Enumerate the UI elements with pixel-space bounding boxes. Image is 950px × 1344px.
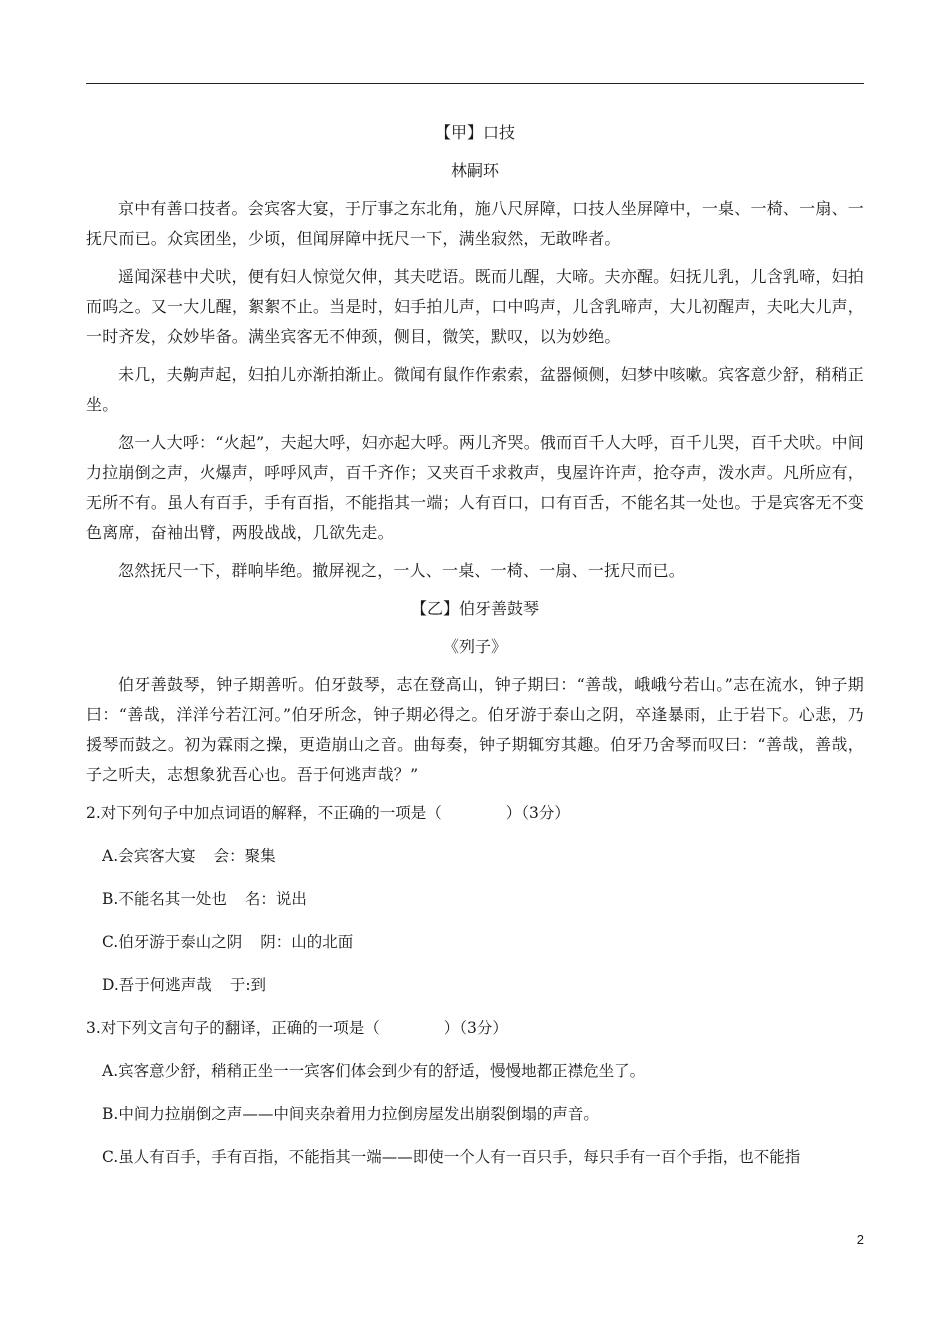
passage-b-source: 《列子》 bbox=[442, 637, 507, 656]
question-3-stem bbox=[86, 1013, 864, 1043]
option-sentence: B.不能名其一处也 bbox=[102, 890, 227, 908]
passage-a-paragraph: 京中有善口技者。会宾客大宴，于厅事之东北角，施八尺屏障，口技人坐屏障中，一桌、一椅、一扇、一抚尺而已。众宾团坐，少顷，但闻屏障中抚尺一下，满坐寂然，无敢哗者。 bbox=[86, 199, 864, 248]
question-2-option-c bbox=[102, 927, 864, 957]
question-3-option-b: B.中间力拉崩倒之声——中间夹杂着用力拉倒房屋发出崩裂倒塌的声音。 bbox=[102, 1105, 599, 1123]
question-2-option-a bbox=[102, 841, 864, 871]
page-number: 2 bbox=[856, 1232, 864, 1247]
passage-a-paragraph: 遥闻深巷中犬吠，便有妇人惊觉欠伸，其夫呓语。既而儿醒，大啼。夫亦醒。妇抚儿乳，儿含乳啼，妇拍而呜之。又一大儿醒，絮絮不止。当是时，妇手拍儿声，口中呜声，儿含乳啼声，大儿初醒声，夫叱大儿声，一时齐发，众妙毕备。满坐宾客无不伸颈，侧目，微笑，默叹，以为妙绝。 bbox=[86, 267, 864, 346]
option-sentence: C.伯牙游于泰山之阴 bbox=[102, 933, 243, 951]
question-2-stem-after: ）（3分） bbox=[505, 804, 570, 822]
option-gloss: 会：聚集 bbox=[213, 847, 276, 865]
question-2-stem bbox=[86, 798, 864, 828]
passage-b-paragraph: 伯牙善鼓琴，钟子期善听。伯牙鼓琴，志在登高山，钟子期曰：“善哉，峨峨兮若山。”志在流水，钟子期曰：“善哉，洋洋兮若江河。”伯牙所念，钟子期必得之。伯牙游于泰山之阴，卒逢暴雨，止于岩下。心悲，乃援琴而鼓之。初为霖雨之操，更造崩山之音。曲每奏，钟子期辄穷其趣。伯牙乃舍琴而叹曰：“善哉，善哉，子之听夫，志想象犹吾心也。吾于何逃声哉？” bbox=[86, 675, 864, 784]
option-gloss: 阴：山的北面 bbox=[260, 933, 354, 951]
question-2-option-b bbox=[102, 884, 864, 914]
passage-a-paragraph: 未几，夫齁声起，妇拍儿亦渐拍渐止。微闻有鼠作作索索，盆器倾侧，妇梦中咳嗽。宾客意少舒，稍稍正坐。 bbox=[86, 365, 864, 414]
question-3-option-a: A.宾客意少舒，稍稍正坐一一宾客们体会到少有的舒适，慢慢地都正襟危坐了。 bbox=[102, 1062, 646, 1080]
passage-a-paragraph: 忽然抚尺一下，群响毕绝。撤屏视之，一人、一桌、一椅、一扇、一抚尺而已。 bbox=[118, 561, 686, 580]
passage-a-heading: 【甲】口技 bbox=[434, 123, 515, 142]
passage-b-heading: 【乙】伯牙善鼓琴 bbox=[410, 599, 539, 618]
question-3-option-c: C.虽人有百手，手有百指，不能指其一端——即使一个人有一百只手，每只手有一百个手指，也不能指 bbox=[102, 1148, 801, 1166]
question-2-stem-before: 2.对下列句子中加点词语的解释，不正确的一项是（ bbox=[86, 804, 442, 822]
question-2-option-d bbox=[102, 970, 864, 1000]
page-content bbox=[86, 118, 864, 1185]
passage-a-paragraph: 忽一人大呼：“火起”，夫起大呼，妇亦起大呼。两儿齐哭。俄而百千人大呼，百千儿哭，百千犬吠。中间力拉崩倒之声，火爆声，呼呼风声，百千齐作；又夹百千求救声，曳屋许许声，抢夺声，泼水声。凡所应有，无所不有。虽人有百手，手有百指，不能指其一端；人有百口，口有百舌，不能名其一处也。于是宾客无不变色离席，奋袖出臂，两股战战，几欲先走。 bbox=[86, 433, 864, 542]
option-sentence: D.吾于何逃声哉 bbox=[102, 976, 212, 994]
option-gloss: 名：说出 bbox=[244, 890, 307, 908]
question-3-stem-before: 3.对下列文言句子的翻译，正确的一项是（ bbox=[86, 1019, 380, 1037]
header-rule bbox=[86, 83, 864, 84]
option-sentence: A.会宾客大宴 bbox=[102, 847, 196, 865]
passage-a-author: 林嗣环 bbox=[450, 161, 499, 180]
option-gloss: 于:到 bbox=[229, 976, 267, 994]
question-3-stem-after: ）（3分） bbox=[443, 1019, 508, 1037]
